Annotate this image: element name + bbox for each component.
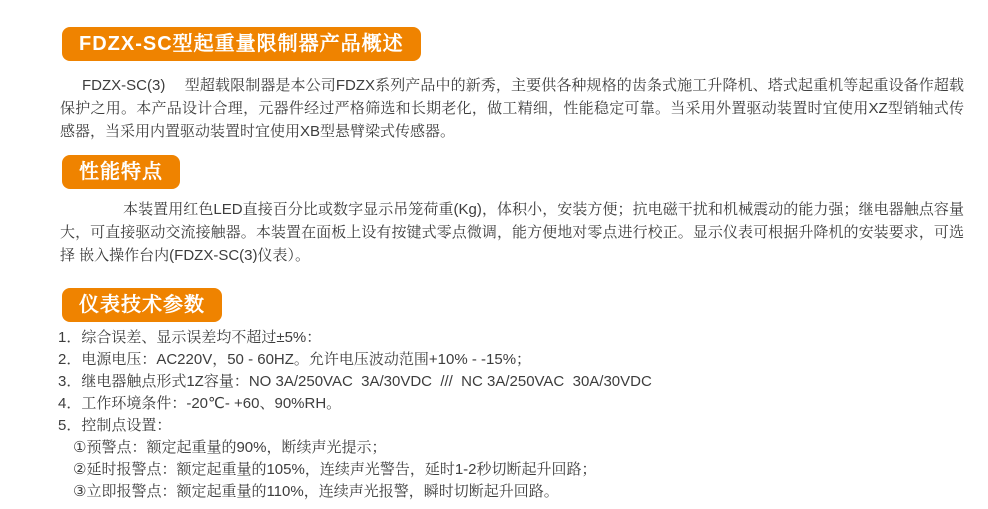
- section-specs: [0, 267, 988, 503]
- specs-title-badge: [62, 288, 222, 322]
- overview-title: FDZX-SC型起重量限制器产品概述: [79, 33, 404, 55]
- spec-item-control-points: 5．控制点设置：: [58, 417, 172, 434]
- specs-list: [58, 327, 964, 503]
- features-paragraph: 本装置用红色LED直接百分比或数字显示吊笼荷重(Kg)，体积小，安装方便；抗电磁干扰和机械震动的能力强；继电器触点容量大，可直接驱动交流接触器。本装置在面板上设有按键式零点微调，能方便地对零点进行校正。显示仪表可根据升降机的安装要求，可选择 嵌入操作台内(FDZX-SC(3)仪表）。: [60, 201, 964, 264]
- specs-title: 仪表技术参数: [79, 294, 205, 316]
- overview-title-badge: [62, 27, 421, 61]
- section-features: [0, 143, 988, 267]
- spec-item-environment: 4．工作环境条件：-20℃- +60、90%RH。: [58, 395, 342, 412]
- control-point-prewarning: ①预警点：额定起重量的90%，断续声光提示；: [73, 439, 387, 456]
- control-point-delay-alarm: ②延时报警点：额定起重量的105%，连续声光警告，延时1-2秒切断起升回路；: [73, 461, 597, 478]
- features-title: 性能特点: [79, 161, 163, 183]
- section-overview: [0, 27, 988, 143]
- overview-paragraph: FDZX-SC(3) 型超载限制器是本公司FDZX系列产品中的新秀，主要供各种规格的齿条式施工升降机、塔式起重机等起重设备作超载保护之用。本产品设计合理，元器件经过严格筛选和长期老化，做工精细，性能稳定可靠。当采用外置驱动装置时宜使用XZ型销轴式传感器，当采用内置驱动装置时宜使用XB型悬臂梁式传感器。: [60, 77, 964, 140]
- spec-item-relay-contacts: 3．继电器触点形式1Z容量：NO 3A/250VAC 3A/30VDC /// NC 3A/250VAC 30A/30VDC: [58, 373, 652, 390]
- control-point-instant-alarm: ③立即报警点：额定起重量的110%，连续声光报警，瞬时切断起升回路。: [73, 483, 559, 500]
- spec-item-power: 2．电源电压：AC220V，50 - 60HZ。允许电压波动范围+10% - -15%；: [58, 351, 532, 368]
- features-title-badge: [62, 155, 180, 189]
- spec-item-accuracy: 1．综合误差、显示误差均不超过±5%：: [58, 329, 322, 346]
